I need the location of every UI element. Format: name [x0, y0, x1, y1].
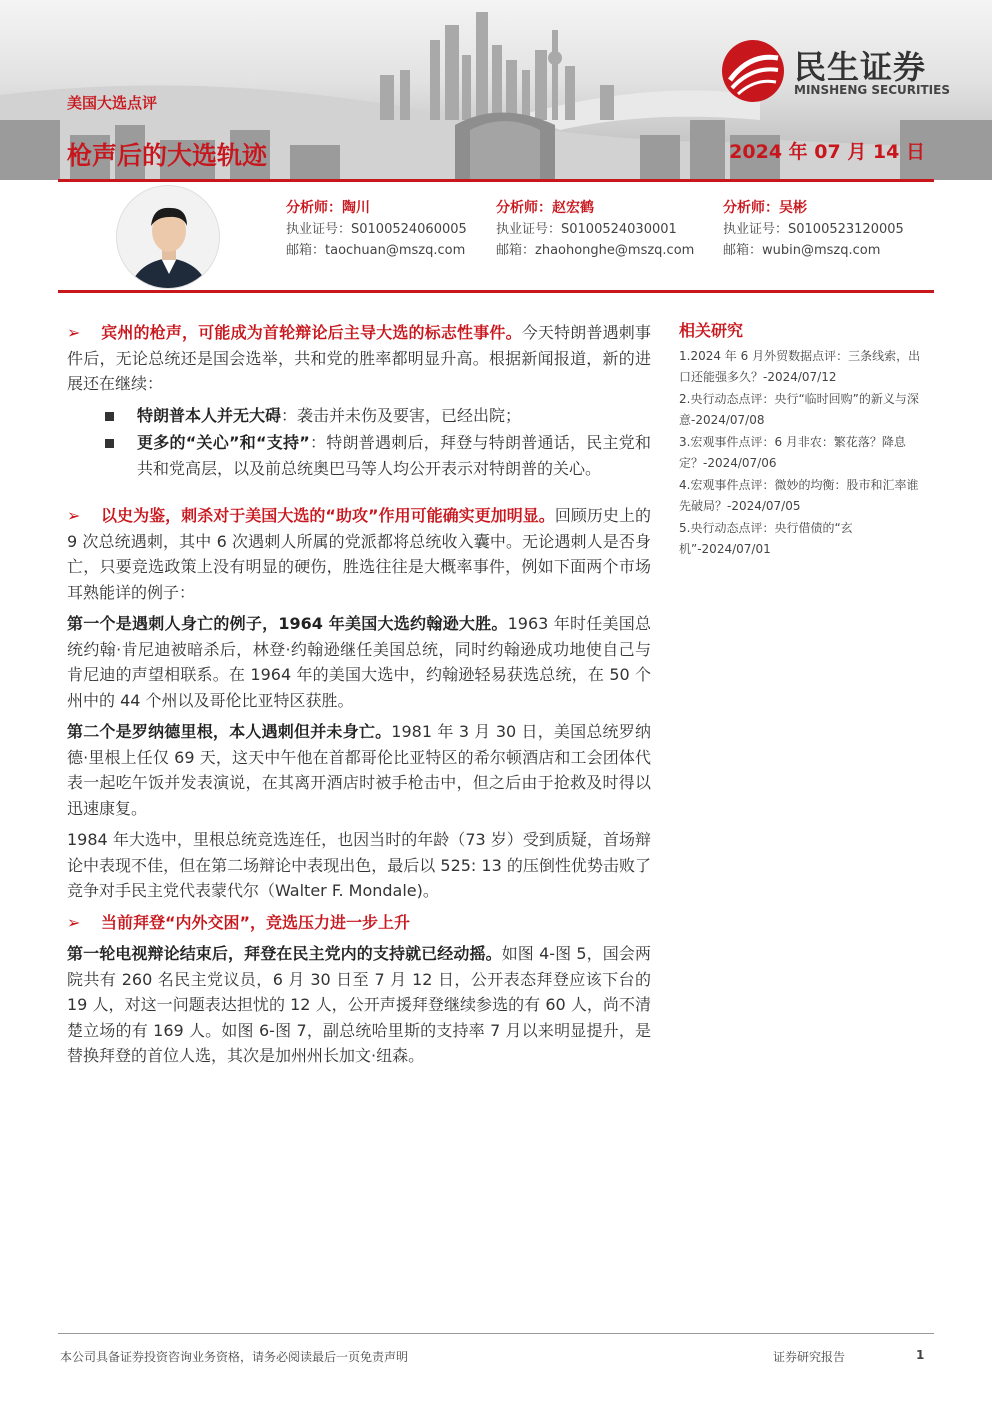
analyst-email: 邮箱：zhaohonghe@mszq.com [496, 243, 695, 258]
sidebar-title: 相关研究 [679, 321, 744, 340]
related-research-sidebar [679, 320, 929, 561]
paragraph-text: 1984 年大选中，里根总统竞选连任，也因当时的年龄（73 岁）受到质疑，首场辩论中表现不佳，但在第二场辩论中表现出色，最后以 525: 13 的压倒性优势击败了竞争对手民主党代表蒙代尔（Walter F. Mondale)。 [67, 830, 651, 900]
paragraph-lead: 第二个是罗纳德里根，本人遇刺但并未身亡。 [67, 722, 392, 741]
arrow-bullet-icon: ➢ [67, 323, 81, 342]
paragraph [67, 827, 651, 904]
footer-disclaimer: 本公司具备证券投资咨询业务资格，请务必阅读最后一页免责声明 [60, 1350, 409, 1364]
paragraph [67, 941, 651, 1069]
analyst-name: 分析师：陶川 [286, 200, 370, 216]
analyst-name: 分析师：吴彬 [723, 200, 807, 216]
analyst-license: 执业证号：S0100523120005 [723, 222, 904, 237]
bullet-heading: 特朗普本人并无大碍 [137, 405, 282, 425]
arrow-bullet-icon: ➢ [67, 912, 81, 932]
paragraph-text: 今天特朗普遇刺事件后，无论总统还是国会选举，共和党的胜率都明显升高。根据新闻报道，新的进展还在继续： [67, 323, 651, 393]
minsheng-logo-icon [720, 38, 786, 104]
company-logo [720, 40, 970, 100]
analyst-photo [117, 186, 220, 289]
analyst-card-3 [723, 198, 904, 261]
related-research-link[interactable]: 2.央行动态点评：央行“临时回购”的新义与深意-2024/07/08 [679, 391, 919, 427]
square-bullet-icon [105, 412, 114, 421]
analyst-card-2 [496, 198, 694, 261]
section-heading: 当前拜登“内外交困”，竞选压力进一步上升 [101, 912, 411, 932]
paragraph-text: 1981 年 3 月 30 日，美国总统罗纳德·里根上任仅 69 天，这天中午他在首都哥伦比亚特区的希尔顿酒店和工会团体代表一起吃午饭并发表演说，在其离开酒店时被手枪击中，但之后由于抢救及时得以迅速康复。 [67, 722, 651, 818]
page-number: 1 [916, 1348, 925, 1362]
related-research-link[interactable]: 3.宏观事件点评：6 月非农：繁花落？降息定？-2024/07/06 [679, 434, 906, 470]
bullet-text: ：袭击并未伤及要害，已经出院； [281, 405, 522, 425]
analyst-license: 执业证号：S0100524060005 [286, 222, 467, 237]
arrow-bullet-icon: ➢ [67, 506, 81, 525]
bullet-heading: 更多的“关心”和“支持” [137, 433, 310, 452]
sub-bullet [67, 403, 651, 429]
sub-bullet [67, 430, 651, 481]
logo-text-cn: 民生证券 [794, 48, 927, 86]
section-paragraph [67, 910, 651, 936]
analyst-license: 执业证号：S0100524030001 [496, 222, 677, 237]
paragraph [67, 611, 651, 713]
related-research-link[interactable]: 4.宏观事件点评：微妙的均衡：股市和汇率谁先破局？-2024/07/05 [679, 477, 919, 513]
paragraph-lead: 第一轮电视辩论结束后，拜登在民主党内的支持就已经动摇。 [67, 944, 502, 963]
footer-divider [58, 1333, 934, 1334]
square-bullet-icon [105, 439, 114, 448]
header-banner [0, 0, 992, 180]
logo-text-en: MINSHENG SECURITIES [794, 83, 950, 97]
analyst-email: 邮箱：wubin@mszq.com [723, 243, 881, 258]
paragraph [67, 719, 651, 821]
report-type-label: 美国大选点评 [67, 94, 158, 112]
paragraph-text: 如图 4-图 5，国会两院共有 260 名民主党议员，6 月 30 日至 7 月 12 日，公开表态拜登应该下台的 19 人，对这一问题表达担忧的 12 人，公开声援拜登继续参选的有 60 人，尚不清楚立场的有 169 人。如图 6-图 7，副总统哈里斯的支持率 7 月以来明显提升，是替换拜登的首位人选，其次是加州州长加文·纽森。 [67, 944, 651, 1065]
section-paragraph [67, 503, 651, 605]
section-paragraph [67, 320, 651, 397]
paragraph-text: 1963 年时任美国总统约翰·肯尼迪被暗杀后，林登·约翰逊继任美国总统，同时约翰逊成功地使自己与肯尼迪的声望相联系。在 1964 年的美国大选中，约翰逊轻易获选总统，在 50 个州中的 44 个州以及哥伦比亚特区获胜。 [67, 614, 651, 710]
header-divider [58, 179, 934, 182]
analyst-name: 分析师：赵宏鹤 [496, 200, 594, 216]
related-research-link[interactable]: 5.央行动态点评：央行借债的“玄机”-2024/07/01 [679, 520, 853, 556]
analyst-divider [58, 290, 934, 293]
analyst-card-1 [286, 198, 467, 261]
report-title: 枪声后的大选轨迹 [67, 141, 268, 170]
report-date: 2024 年 07 月 14 日 [729, 141, 925, 163]
bullet-text: ：特朗普遇刺后，拜登与特朗普通话，民主党和共和党高层，以及前总统奥巴马等人均公开表示对特朗普的关心。 [137, 433, 651, 478]
paragraph-text: 回顾历史上的 9 次总统遇刺，其中 6 次遇刺人所属的党派都将总统收入囊中。无论遇刺人是否身亡，只要竞选政策上没有明显的硬伤，胜选往往是大概率事件，例如下面两个市场耳熟能详的例子： [67, 506, 651, 602]
analyst-email: 邮箱：taochuan@mszq.com [286, 243, 466, 258]
footer-report-kind: 证券研究报告 [773, 1350, 846, 1364]
related-research-link[interactable]: 1.2024 年 6 月外贸数据点评：三条线索，出口还能强多久？-2024/07/12 [679, 348, 921, 384]
analyst-avatar [116, 185, 220, 289]
paragraph-lead: 第一个是遇刺人身亡的例子，1964 年美国大选约翰逊大胜。 [67, 614, 508, 633]
report-body [67, 320, 651, 1075]
section-heading: 宾州的枪声，可能成为首轮辩论后主导大选的标志性事件。 [101, 323, 522, 342]
section-heading: 以史为鉴，刺杀对于美国大选的“助攻”作用可能确实更加明显。 [101, 506, 555, 525]
